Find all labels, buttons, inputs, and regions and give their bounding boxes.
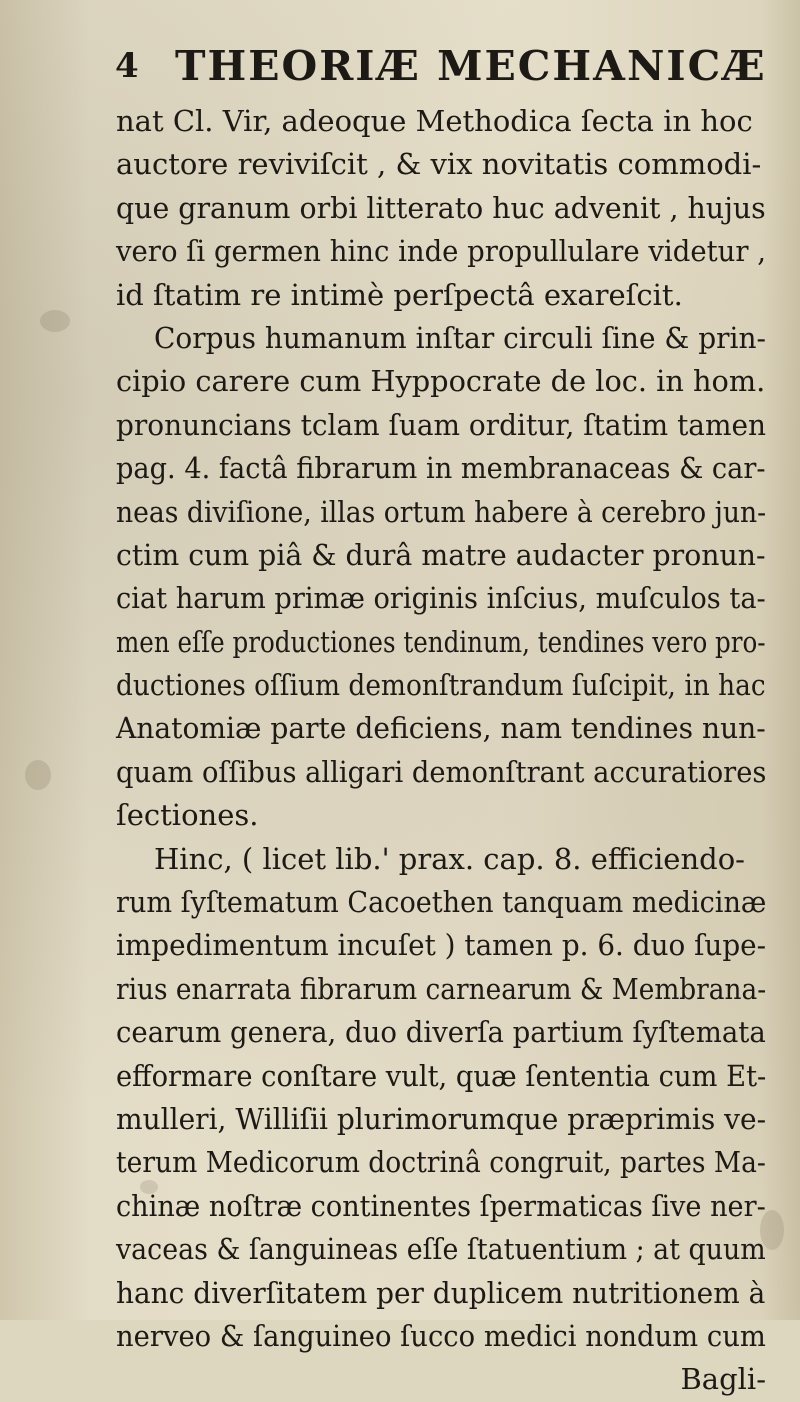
text-line: hanc diverſitatem per duplicem nutritionem à	[116, 1275, 766, 1310]
text-line: mulleri, Williſii plurimorumque præprimis ve-	[116, 1101, 767, 1136]
page-header	[115, 38, 767, 94]
text-line: rum ſyſtematum Cacoethen tanquam medicinæ	[116, 885, 767, 920]
text-line: cipio carere cum Hyppocrate de loc. in hom.	[116, 364, 766, 399]
text-line: ciat harum primæ originis inſcius, muſculos ta-	[116, 581, 766, 616]
text-line: Corpus humanum inſtar circuli ſine & prin-	[154, 320, 766, 355]
text-line: nerveo & ſanguineo ſucco medici nondum cum	[116, 1318, 766, 1353]
text-line: pronuncians tclam ſuam orditur, ſtatim tamen	[116, 407, 767, 442]
text-line: auctore reviviſcit , & vix novitatis commodi-	[116, 147, 762, 182]
running-title: THEORIÆ MECHANICÆ	[175, 42, 767, 90]
catchword: Bagli-	[680, 1362, 766, 1397]
text-line: ductiones oſſium demonſtrandum ſuſcipit, in hac	[116, 668, 766, 703]
text-line: efformare conſtare vult, quæ ſententia cum Et-	[116, 1058, 767, 1093]
text-line: men eſſe productiones tendinum, tendines vero pro-	[116, 624, 766, 659]
text-line: Hinc, ( licet lib.' prax. cap. 8. efficiendo-	[154, 841, 745, 876]
text-line: nat Cl. Vir, adeoque Methodica ſecta in hoc	[116, 104, 753, 138]
text-line: ctim cum piâ & durâ matre audacter pronun-	[116, 537, 766, 572]
body-text	[116, 100, 766, 1402]
text-line: chinæ noſtræ continentes ſpermaticas ſive ner-	[116, 1188, 766, 1223]
text-line: Anatomiæ parte deficiens, nam tendines nun-	[116, 711, 766, 746]
text-line: rius enarrata fibrarum carnearum & Membrana-	[116, 971, 767, 1006]
text-line: pag. 4. factâ fibrarum in membranaceas & car-	[116, 451, 766, 486]
text-line: que granum orbi litterato huc advenit , hujus	[116, 190, 766, 225]
text-line: impedimentum incuſet ) tamen p. 6. duo ſupe-	[116, 928, 767, 963]
text-line: ſectiones.	[116, 798, 259, 833]
text-line: vaceas & ſanguineas eſſe ſtatuentium ; at quum	[116, 1232, 766, 1267]
paper-stain	[25, 760, 51, 790]
text-line: id ſtatim re intimè perſpectâ exareſcit.	[116, 277, 683, 312]
text-line: quam oſſibus alligari demonſtrant accuratiores	[116, 754, 767, 789]
text-line: vero ſi germen hinc inde propullulare videtur ,	[116, 234, 766, 269]
paper-stain	[40, 310, 70, 332]
text-line: cearum genera, duo diverſa partium ſyſtemata	[116, 1015, 766, 1050]
text-line: neas diviſione, illas ortum habere à cerebro jun-	[116, 494, 767, 529]
page-number: 4	[115, 46, 139, 86]
text-line: terum Medicorum doctrinâ congruit, partes Ma-	[116, 1145, 766, 1180]
